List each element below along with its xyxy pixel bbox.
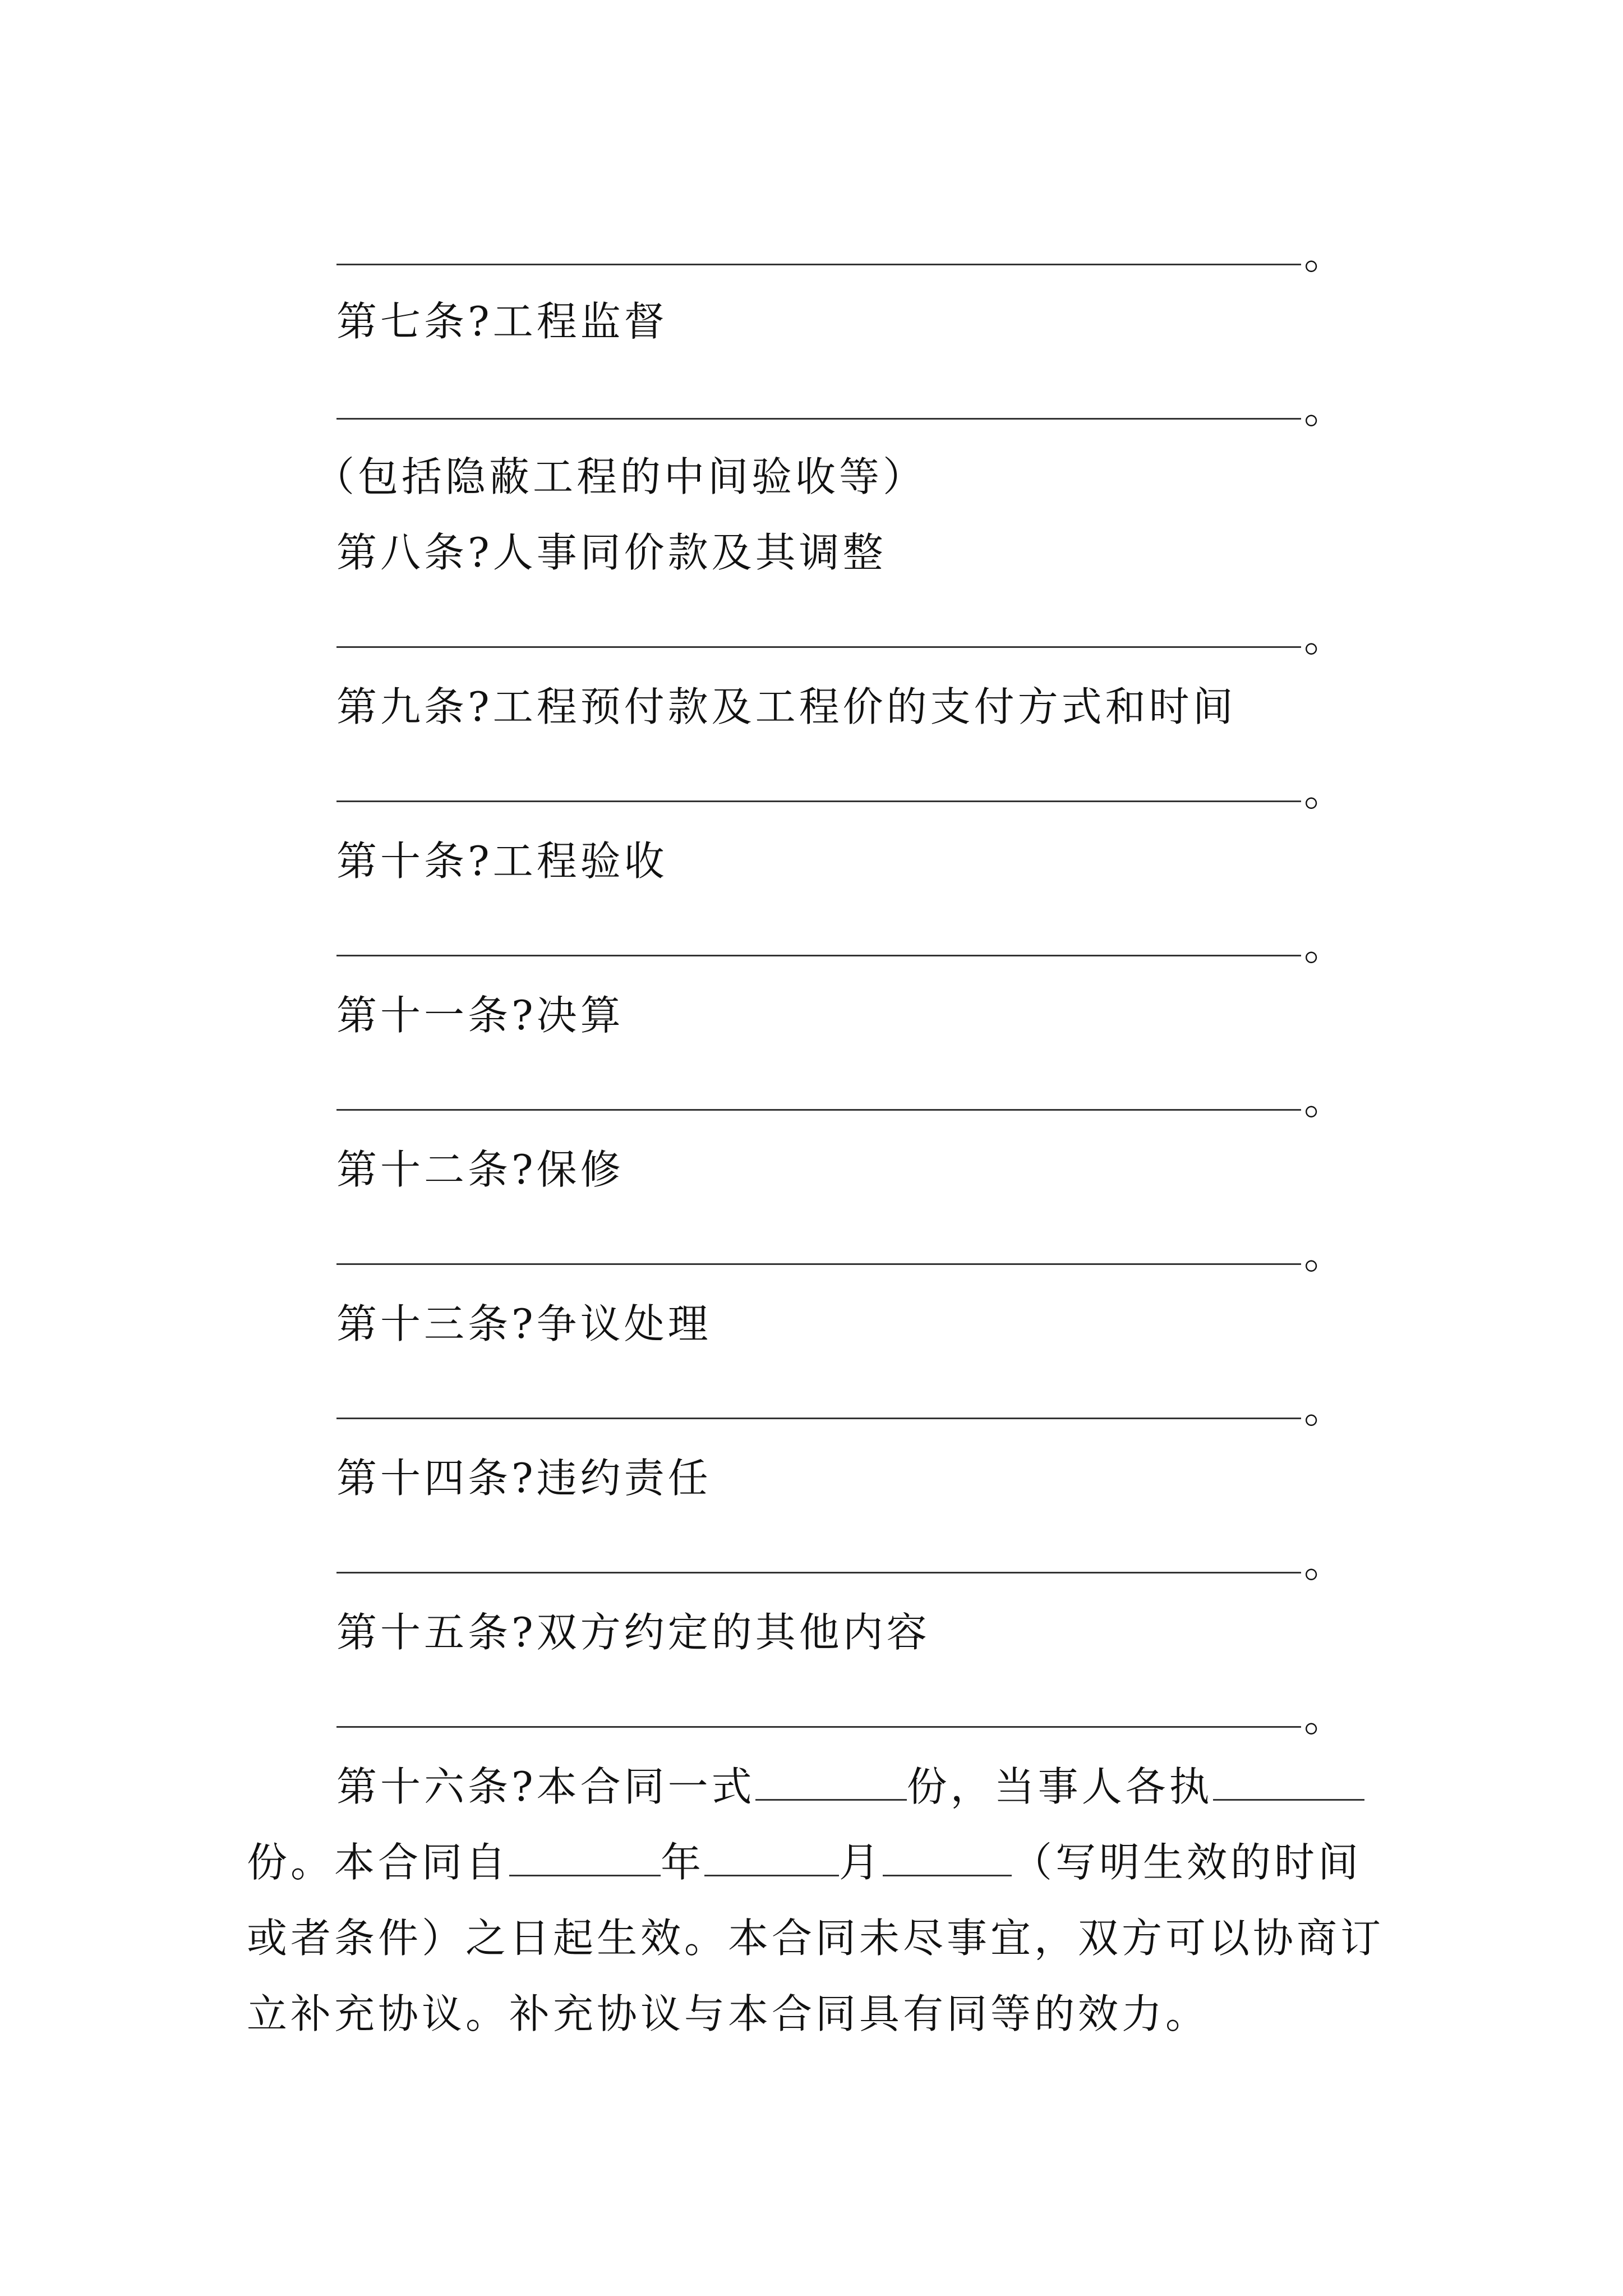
article-16-line-3: 或者条件）之日起生效。本合同未尽事宜，双方可以协商订 <box>247 1915 1385 1962</box>
article-10-heading: 第十条?工程验收 <box>336 838 668 885</box>
period: 。 <box>1304 1385 1345 1432</box>
article-16-line-4: 立补充协议。补充协议与本合同具有同等的效力。 <box>247 1990 1210 2037</box>
day-blank[interactable] <box>883 1841 1012 1876</box>
period: 。 <box>1304 1539 1345 1586</box>
article-11-heading: 第十一条?决算 <box>336 992 624 1039</box>
copies-total-blank[interactable] <box>755 1765 907 1801</box>
article-13-heading: 第十三条?争议处理 <box>336 1300 712 1347</box>
period: 。 <box>1304 231 1345 278</box>
period: 。 <box>1304 1231 1345 1278</box>
period: 。 <box>1304 1694 1345 1741</box>
article-16-text: （写明生效的时间 <box>1012 1839 1362 1886</box>
article-15-heading: 第十五条?双方约定的其他内容 <box>336 1609 930 1656</box>
article-16-line-1 <box>336 1761 1364 1812</box>
article-7-note: （包括隐蔽工程的中间验收等） <box>314 453 927 500</box>
period: 。 <box>1304 385 1345 432</box>
copies-each-blank[interactable] <box>1213 1765 1364 1801</box>
fill-in-line[interactable] <box>336 955 1301 956</box>
article-14-heading: 第十四条?违约责任 <box>336 1455 712 1502</box>
period: 。 <box>1304 1076 1345 1124</box>
article-12-heading: 第十二条?保修 <box>336 1146 624 1193</box>
article-16-text: 份，当事人各执 <box>906 1763 1213 1810</box>
fill-in-line[interactable] <box>336 1418 1301 1419</box>
fill-in-line[interactable] <box>336 264 1301 265</box>
year-blank[interactable] <box>509 1841 661 1876</box>
fill-in-line[interactable] <box>336 646 1301 648</box>
fill-in-line[interactable] <box>336 1263 1301 1265</box>
fill-in-line[interactable] <box>336 1726 1301 1728</box>
article-16-text: 年 <box>661 1839 705 1886</box>
month-blank[interactable] <box>704 1841 839 1876</box>
article-8-heading: 第八条?人事同价款及其调整 <box>336 529 887 576</box>
article-16-text: 份。本合同自 <box>247 1839 510 1886</box>
fill-in-line[interactable] <box>336 1572 1301 1573</box>
fill-in-line[interactable] <box>336 1109 1301 1111</box>
period: 。 <box>1304 922 1345 969</box>
period: 。 <box>1304 768 1345 815</box>
article-16-text: 月 <box>839 1839 883 1886</box>
article-9-heading: 第九条?工程预付款及工程价的支付方式和时间 <box>336 683 1237 730</box>
fill-in-line[interactable] <box>336 418 1301 420</box>
article-7-heading: 第七条?工程监督 <box>336 298 668 345</box>
fill-in-line[interactable] <box>336 800 1301 802</box>
period: 。 <box>1304 614 1345 661</box>
article-16-text: 第十六条?本合同一式 <box>336 1763 755 1810</box>
article-16-line-2 <box>247 1837 1362 1888</box>
